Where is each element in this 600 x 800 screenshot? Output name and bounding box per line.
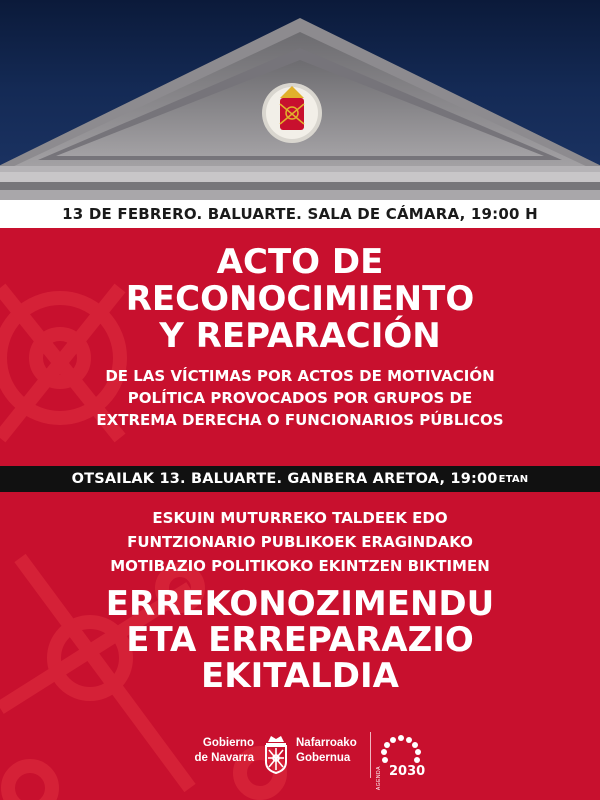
date-banner-eu-suffix: ETAN (498, 473, 529, 485)
subtitle-es-line: POLÍTICA PROVOCADOS POR GRUPOS DE (127, 389, 473, 407)
building-pediment-photo (0, 0, 600, 200)
date-banner-es (0, 200, 600, 228)
gov-es-line: de Navarra (194, 752, 254, 764)
gov-eu-line: Gobernua (296, 752, 351, 764)
footer-separator (370, 732, 371, 778)
subtitle-es-line: EXTREMA DERECHA O FUNCIONARIOS PÚBLICOS (96, 411, 504, 429)
title-es (0, 244, 600, 355)
title-eu-line: ERREKONOZIMENDU (105, 584, 495, 624)
nafarroako-gobernua-label (296, 736, 386, 766)
footer-logos (180, 732, 440, 791)
subtitle-es (0, 365, 600, 431)
agenda-label: AGENDA (376, 766, 382, 791)
navarra-coat-of-arms-icon (262, 732, 290, 774)
pediment-illustration (0, 0, 600, 200)
gov-eu-line: Nafarroako (296, 737, 357, 749)
subtitle-eu-line: MOTIBAZIO POLITIKOKO EKINTZEN BIKTIMEN (110, 557, 490, 575)
agenda-year: 2030 (389, 764, 426, 779)
gov-es-line: Gobierno (202, 737, 254, 749)
subtitle-eu (0, 506, 600, 578)
subtitle-eu-line: FUNTZIONARIO PUBLIKOEK ERAGINDAKO (127, 533, 473, 551)
date-banner-eu-text: OTSAILAK 13. BALUARTE. GANBERA ARETOA, 19:00 (71, 471, 498, 487)
title-eu-line: ETA ERREPARAZIO (126, 620, 474, 660)
date-banner-es-text: 13 DE FEBRERO. BALUARTE. SALA DE CÁMARA, 19:00 H (62, 205, 538, 223)
date-banner-eu (0, 466, 600, 492)
title-es-line: ACTO DE (216, 242, 384, 282)
title-eu (0, 586, 600, 694)
subtitle-es-line: DE LAS VÍCTIMAS POR ACTOS DE MOTIVACIÓN (105, 367, 495, 385)
title-eu-line: EKITALDIA (201, 656, 399, 696)
title-es-line: Y REPARACIÓN (159, 316, 441, 356)
gobierno-navarra-label (180, 736, 254, 766)
title-es-line: RECONOCIMIENTO (125, 279, 475, 319)
subtitle-eu-line: ESKUIN MUTURREKO TALDEEK EDO (152, 509, 448, 527)
